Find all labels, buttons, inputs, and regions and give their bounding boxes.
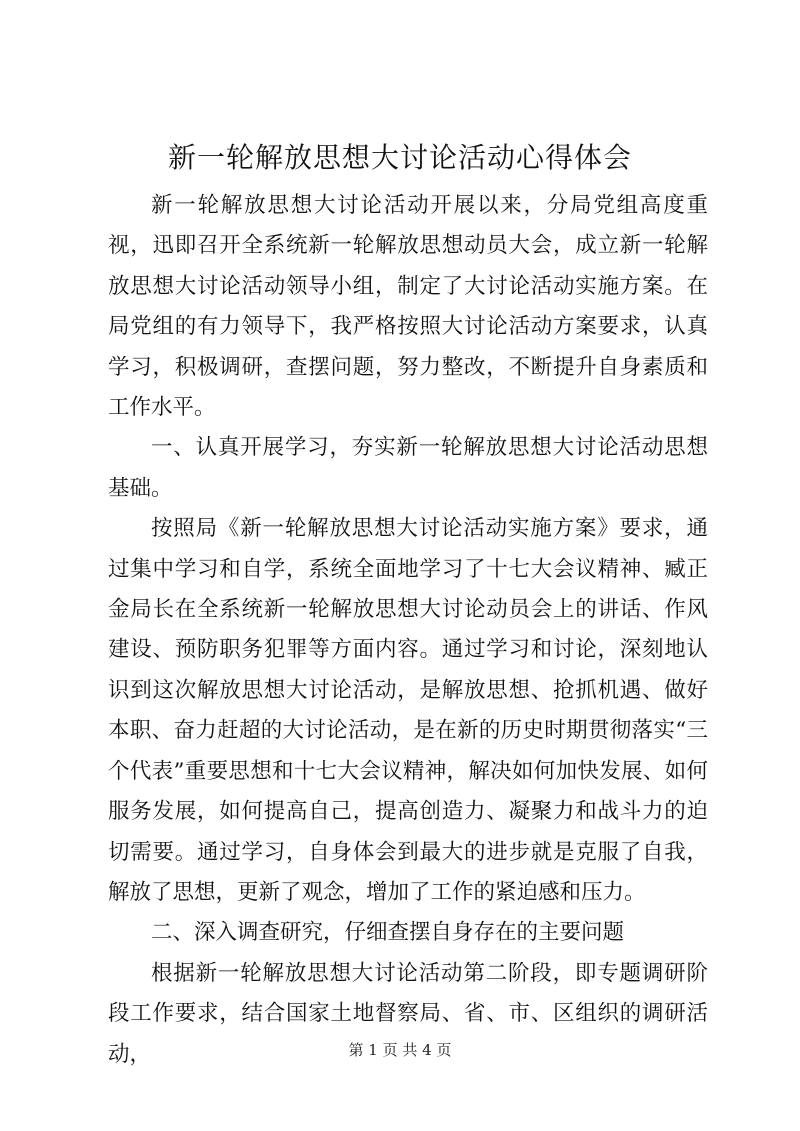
paragraph-intro: 新一轮解放思想大讨论活动开展以来，分局党组高度重视，迅即召开全系统新一轮解放思想动员大会，成立新一轮解放思想大讨论活动领导小组，制定了大讨论活动实施方案。在局党组的有力领导下，我严格按照大讨论活动方案要求，认真学习，积极调研，查摆问题，努力整改，不断提升自身素质和工作水平。 xyxy=(108,193,708,421)
page-footer: 第 1 页 共 4 页 xyxy=(348,1041,452,1059)
section-heading-1: 一、认真开展学习，夯实新一轮解放思想大讨论活动思想基础。 xyxy=(108,435,708,501)
paragraph-research: 根据新一轮解放思想大讨论活动第二阶段，即专题调研阶段工作要求，结合国家土地督察局、省、市、区组织的调研活动， xyxy=(108,960,708,1067)
section-heading-2: 二、深入调查研究，仔细查摆自身存在的主要问题 xyxy=(151,920,625,946)
document-body xyxy=(108,186,708,1075)
paragraph-study: 按照局《新一轮解放思想大讨论活动实施方案》要求，通过集中学习和自学，系统全面地学习了十七大会议精神、臧正金局长在全系统新一轮解放思想大讨论动员会上的讲话、作风建设、预防职务犯罪等方面内容。通过学习和讨论，深刻地认识到这次解放思想大讨论活动，是解放思想、抢抓机遇、做好本职、奋力赶超的大讨论活动，是在新的历史时期贯彻落实“三个代表”重要思想和十七大会议精神，解决如何加快发展、如何服务发展，如何提高自己，提高创造力、凝聚力和战斗力的迫切需要。通过学习，自身体会到最大的进步就是克服了自我，解放了思想，更新了观念，增加了工作的紧迫感和压力。 xyxy=(108,516,708,905)
document-title: 新一轮解放思想大讨论活动心得体会 xyxy=(167,141,632,174)
